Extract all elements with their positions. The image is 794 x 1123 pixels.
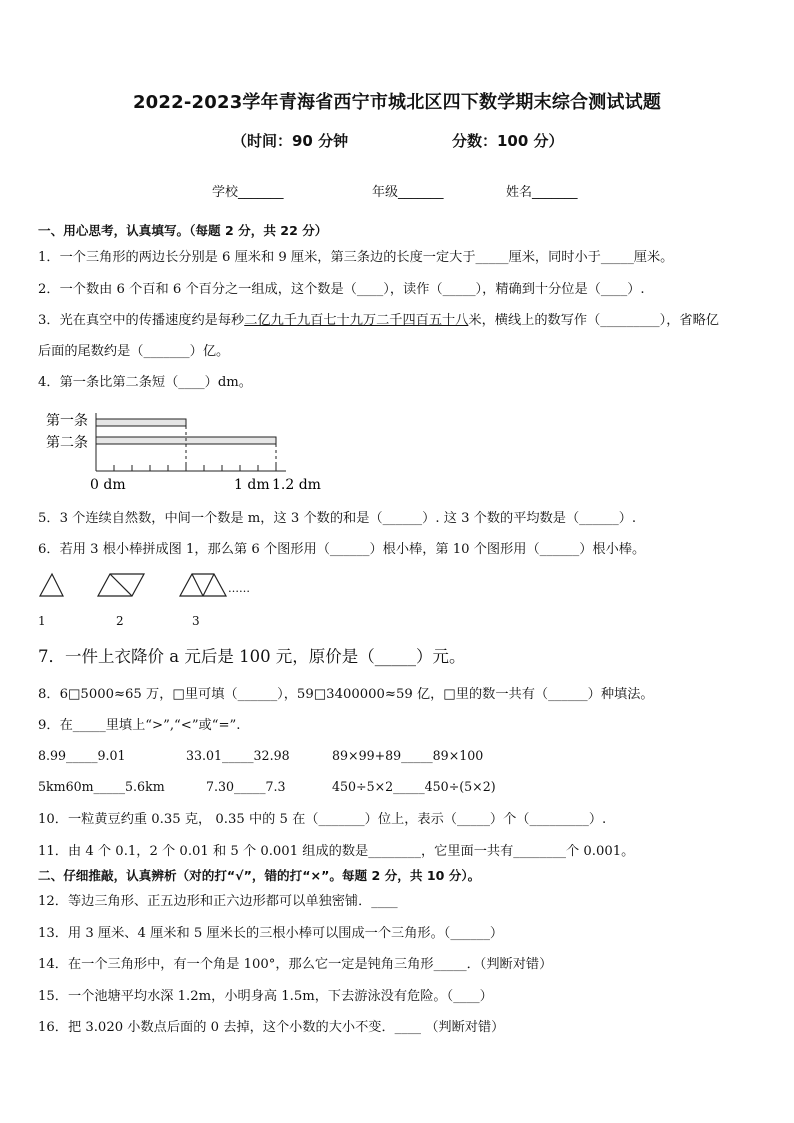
figure-3-left-inner — [192, 574, 203, 596]
figure-3-number: 3 — [192, 614, 200, 628]
question-9: 9．在_____里填上“>”,“<”或“=”. — [38, 718, 241, 733]
question-3-part-a: 3．光在真空中的传播速度约是每秒 — [38, 313, 245, 328]
grade-field: 年级_______ — [372, 185, 444, 200]
question-7: 7．一件上衣降价 a 元后是 100 元，原价是（_____）元。 — [38, 647, 466, 666]
name-field: 姓名_______ — [506, 185, 578, 200]
question-12: 12．等边三角形、正五边形和正六边形都可以单独密铺．____ — [38, 894, 398, 909]
question-2: 2．一个数由 6 个百和 6 个百分之一组成，这个数是（____），读作（_____），精确到十分位是（____）. — [38, 282, 645, 297]
question-4: 4．第一条比第二条短（____）dm。 — [38, 375, 252, 390]
figure-1-number: 1 — [38, 614, 46, 628]
question-3-part-b: 米，横线上的数写作（_________），省略亿 — [468, 313, 719, 328]
bar2-label: 第二条 — [46, 435, 88, 451]
tick-label-1: 1 dm — [234, 477, 270, 493]
question-10: 10．一粒黄豆约重 0.35 克， 0.35 中的 5 在（_______）位上，表示（_____）个（_________）. — [38, 812, 607, 827]
question-16: 16．把 3.020 小数点后面的 0 去掉，这个小数的大小不变．____ （判断对错） — [38, 1020, 505, 1035]
question-5: 5．3 个连续自然数，中间一个数是 m，这 3 个数的和是（______）. 这 3 个数的平均数是（______）. — [38, 511, 637, 526]
q4-bar-figure — [40, 405, 340, 495]
question-14: 14．在一个三角形中，有一个角是 100°，那么它一定是钝角三角形_____．（判断对错） — [38, 957, 553, 972]
question-3-underlined: 二亿九千九百七十九万二千四百五十八 — [244, 313, 469, 328]
q9-cell-1-1: 8.99_____9.01 — [38, 748, 126, 763]
time-label: （时间：90 分钟 — [232, 132, 349, 150]
question-13: 13．用 3 厘米、4 厘米和 5 厘米长的三根小棒可以围成一个三角形。（______） — [38, 926, 504, 941]
figure-3-right-inner — [203, 574, 214, 596]
q9-cell-2-1: 5km60m_____5.6km — [38, 779, 165, 794]
figure-3-trapezoid — [180, 574, 226, 596]
question-3 — [38, 311, 719, 331]
figure-2-number: 2 — [116, 614, 124, 628]
q9-cell-1-3: 89×99+89_____89×100 — [332, 748, 484, 763]
page-title: 2022-2023学年青海省西宁市城北区四下数学期末综合测试试题 — [132, 92, 662, 113]
figure-1-triangle — [40, 574, 63, 596]
tick-label-2: 1.2 dm — [272, 477, 321, 493]
q9-cell-2-2: 7.30_____7.3 — [206, 779, 286, 794]
figure-ellipsis: …… — [228, 582, 250, 595]
question-15: 15．一个池塘平均水深 1.2m，小明身高 1.5m，下去游泳没有危险。（____） — [38, 989, 493, 1004]
score-label: 分数：100 分） — [452, 132, 564, 150]
section2-heading: 二、仔细推敲，认真辨析（对的打“√”，错的打“×”。每题 2 分，共 10 分）。 — [38, 868, 481, 883]
bar-1 — [96, 419, 186, 426]
q9-cell-1-2: 33.01_____32.98 — [186, 748, 290, 763]
bar1-label: 第一条 — [46, 413, 88, 429]
question-3-continued: 后面的尾数约是（_______）亿。 — [38, 344, 230, 359]
q6-triangle-figures — [36, 568, 276, 602]
tick-label-0: 0 dm — [90, 477, 126, 493]
figure-2-diagonal — [110, 574, 132, 596]
section1-heading: 一、用心思考，认真填写。（每题 2 分，共 22 分） — [38, 223, 328, 238]
question-11: 11．由 4 个 0.1，2 个 0.01 和 5 个 0.001 组成的数是________，它里面一共有________个 0.001。 — [38, 844, 635, 859]
school-field: 学校_______ — [212, 185, 284, 200]
question-6: 6．若用 3 根小棒拼成图 1，那么第 6 个图形用（______）根小棒，第 10 个图形用（______）根小棒。 — [38, 542, 646, 557]
q9-cell-2-3: 450÷5×2_____450÷(5×2) — [332, 779, 496, 794]
question-1: 1．一个三角形的两边长分别是 6 厘米和 9 厘米，第三条边的长度一定大于_____厘米，同时小于_____厘米。 — [38, 250, 674, 265]
question-8: 8．6□5000≈65 万，□里可填（______），59□3400000≈59 亿，□里的数一共有（______）种填法。 — [38, 687, 654, 702]
